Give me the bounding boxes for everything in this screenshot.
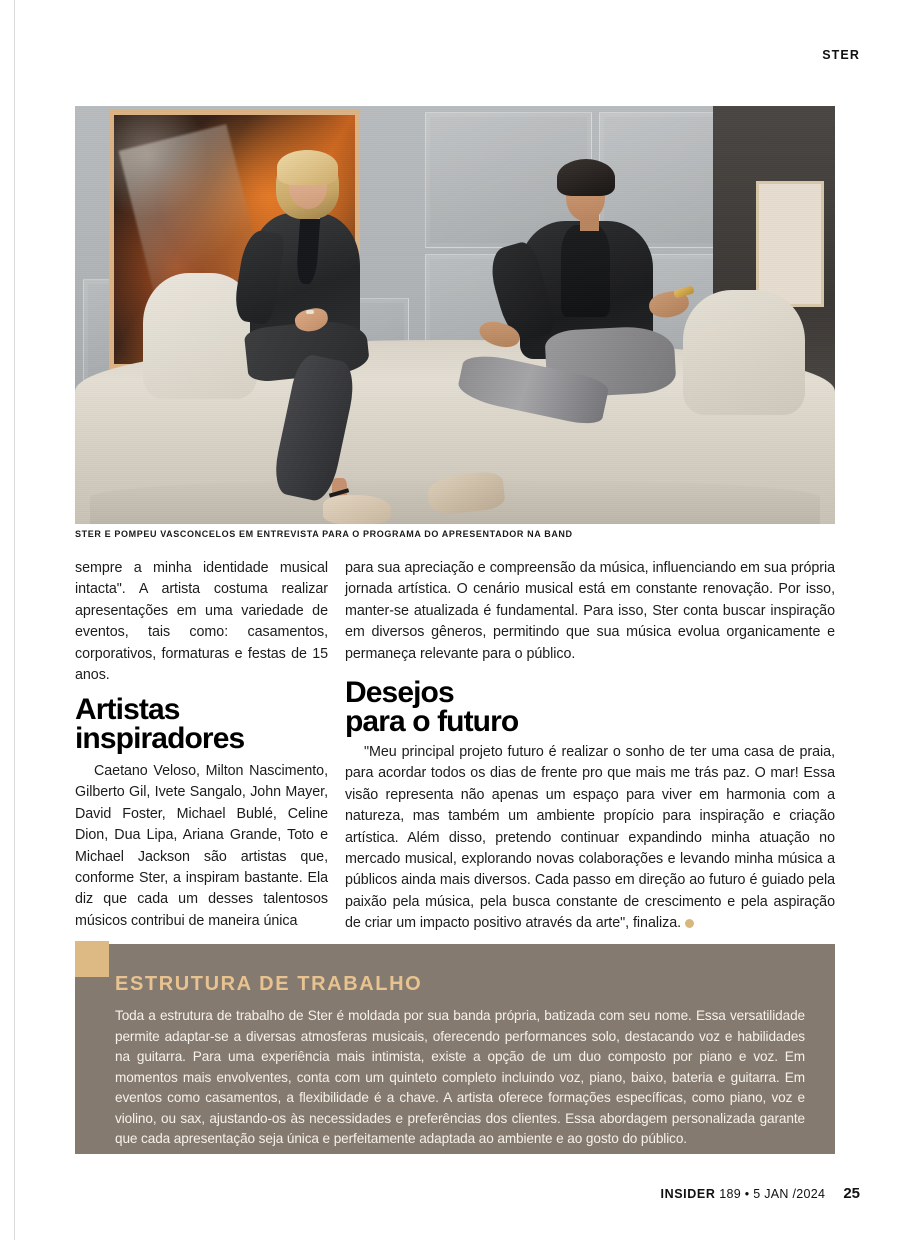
- callout-box: [75, 944, 835, 1154]
- column-right-body: [345, 742, 835, 935]
- small-picture-frame: [756, 181, 824, 306]
- callout-title: ESTRUTURA DE TRABALHO: [115, 973, 423, 995]
- photo-illustration: [75, 106, 835, 524]
- paragraph: Caetano Veloso, Milton Nascimento, Gilberto Gil, Ivete Sangalo, John Mayer, David Foster, Michael Bublé, Celine Dion, Dua Lipa, Ariana Grande, Toto e Michael Jackson são artistas que, conforme Ster, a inspiram bastante. Ela diz que cada um desses talentosos músicos contribui de maneira única: [75, 763, 328, 929]
- paragraph: [345, 742, 835, 935]
- page-footer: [661, 1185, 860, 1202]
- column-left-body: [75, 761, 328, 932]
- footer-issue-date: 189 • 5 JAN /2024: [719, 1187, 826, 1201]
- column-left-intro: [75, 558, 328, 686]
- callout-body: Toda a estrutura de trabalho de Ster é moldada por sua banda própria, batizada com seu nome. Essa versatilidade permite adaptar-se a diversas atmosferas musicais, oferecendo performances solo, destacando voz e habilidades na guitarra. Para uma experiência mais intimista, existe a opção de um duo composto por piano e voz. Em momentos mais envolventes, conta com um quinteto completo incluindo voz, piano, baixo, bateria e guitarra. Em eventos como casamentos, a flexibilidade é a chave. A artista oferece formações específicas, como piano, voz e violino, ou sax, ajustando-os às necessidades e preferências dos clientes. Essa abordagem personalizada garante que cada apresentação seja única e perfeitamente adaptada ao ambiente e ao gosto do público.: [115, 1008, 805, 1146]
- photo-caption: STER E POMPEU VASCONCELOS EM ENTREVISTA PARA O PROGRAMA DO APRESENTADOR NA BAND: [75, 529, 573, 539]
- footer-issue: [661, 1187, 826, 1201]
- heading-desejos-para-o-futuro: Desejos para o futuro: [345, 676, 519, 738]
- callout-accent-square: [75, 941, 109, 977]
- footer-magazine-name: INSIDER: [660, 1187, 716, 1201]
- paragraph-text: "Meu principal projeto futuro é realizar o sonho de ter uma casa de praia, para acordar todos os dias de frente pro que mais me trás paz. O mar! Essa visão representa não apenas um espaço para viver em harmonia com a natureza, mas também um ambiente propício para inspiração e criação artística. Além disso, pretendo continuar expandindo minha atuação no mercado musical, explorando novas colaborações e levando minha música a públicos ainda mais diversos. Cada passo em direção ao futuro é guiado pela paixão pela música, pela busca constante de crescimento e pela aspiração de criar um impacto positivo através da arte", finaliza.: [345, 744, 835, 932]
- man-hair: [557, 159, 615, 197]
- running-head: STER: [822, 48, 860, 62]
- page-edge-rule: [14, 0, 15, 1240]
- woman-ring: [306, 310, 314, 314]
- paragraph: sempre a minha identidade musical intacta". A artista costuma realizar apresentações em uma variedade de eventos, tais como: casamentos, corporativos, formaturas e festas de 15 anos.: [75, 560, 328, 684]
- column-right-intro: [345, 558, 835, 665]
- sofa-cushion-right: [683, 290, 805, 415]
- woman-shoe: [323, 495, 391, 524]
- woman-hair-front: [277, 150, 338, 184]
- heading-artistas-inspiradores: Artistas inspiradores: [75, 693, 245, 755]
- man-tshirt: [561, 225, 610, 317]
- page-number: 25: [843, 1185, 860, 1202]
- paragraph: para sua apreciação e compreensão da música, influenciando em sua própria jornada artística. O cenário musical está em constante renovação. Por isso, manter-se atualizada é fundamental. Para isso, Ster conta buscar inspiração em diversos gêneros, permitindo que sua música evolua organicamente e permaneça relevante para o público.: [345, 560, 835, 662]
- end-mark-icon: [685, 919, 694, 928]
- article-photo: [75, 106, 835, 524]
